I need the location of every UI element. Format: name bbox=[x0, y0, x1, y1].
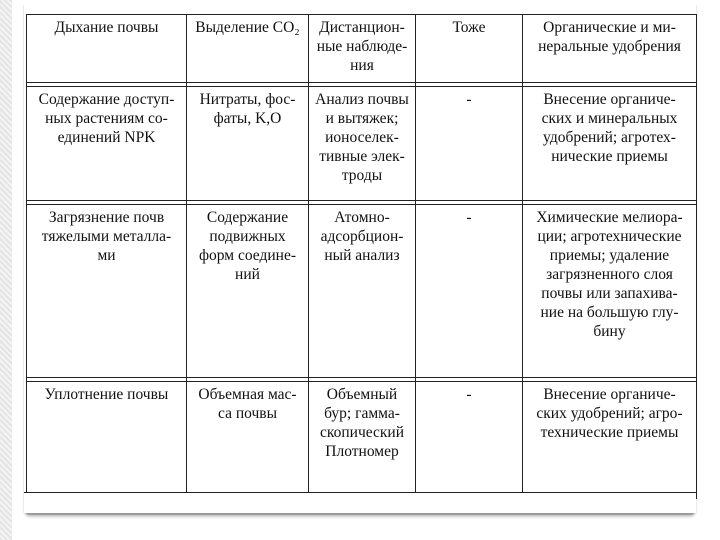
table-cell: - bbox=[416, 205, 523, 378]
table-cell: Уплотнение почвы bbox=[27, 382, 187, 499]
table-cell: Содержание доступ- ных растениям со- единений NPK bbox=[27, 87, 187, 201]
slide bbox=[24, 0, 696, 512]
table-cell: Внесение органиче- ских и минеральных удобрений; агротех- нические приемы bbox=[523, 87, 697, 201]
table-cell: Выделение CO₂ bbox=[187, 15, 309, 83]
table-row-header bbox=[27, 15, 697, 83]
table-cell: Объемная мас- са почвы bbox=[187, 382, 309, 499]
soil-monitoring-table bbox=[26, 14, 697, 499]
table-cell: Внесение органиче- ских удобрений; агро- технические приемы bbox=[523, 382, 697, 499]
table-row bbox=[27, 87, 697, 201]
table-bottom-band bbox=[24, 492, 696, 513]
table-cell: - bbox=[416, 87, 523, 201]
table-cell: Тоже bbox=[416, 15, 523, 83]
table-cell: Содержание подвижных форм соедине- ний bbox=[187, 205, 309, 378]
table-row bbox=[27, 205, 697, 378]
table-cell: Химические мелиора- ции; агротехнические приемы; удаление загрязненного слоя почвы или запахива- ние на большую глу- бину bbox=[523, 205, 697, 378]
table-cell: Объемный бур; гамма- скопический Плотномер bbox=[309, 382, 416, 499]
table-cell: - bbox=[416, 382, 523, 499]
table-cell: Органические и ми- неральные удобрения bbox=[523, 15, 697, 83]
table-cell: Дистанцион- ные наблюде- ния bbox=[309, 15, 416, 83]
table-cell: Атомно- адсорбцион- ный анализ bbox=[309, 205, 416, 378]
left-decorative-stripe bbox=[0, 0, 12, 540]
table-cell: Загрязнение почв тяжелыми металла- ми bbox=[27, 205, 187, 378]
table-cell: Дыхание почвы bbox=[27, 15, 187, 83]
table-row bbox=[27, 382, 697, 499]
table-cell: Анализ почвы и вытяжек; ионоселек- тивные элек- троды bbox=[309, 87, 416, 201]
table-cell: Нитраты, фос- фаты, K,O bbox=[187, 87, 309, 201]
